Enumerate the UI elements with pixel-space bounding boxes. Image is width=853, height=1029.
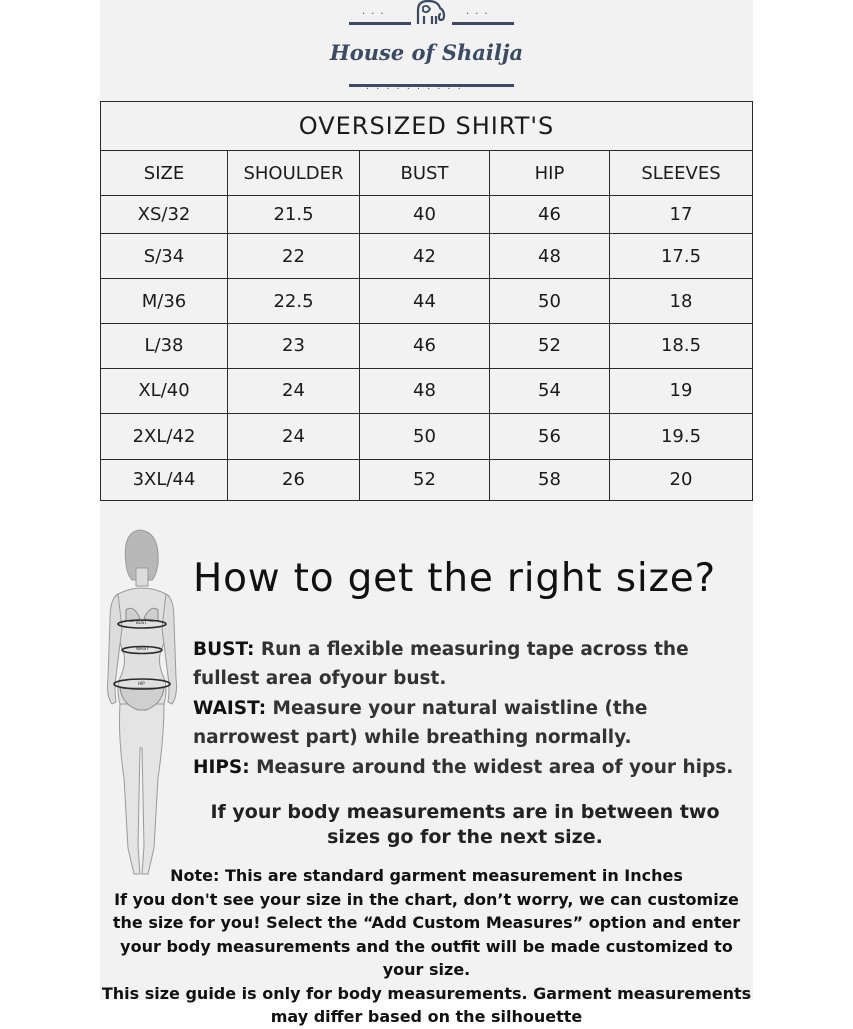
- table-title: OVERSIZED SHIRT'S: [101, 102, 753, 151]
- column-header-shoulder: SHOULDER: [228, 151, 360, 196]
- cell-shoulder: 26: [228, 459, 360, 500]
- guide-heading: How to get the right size?: [193, 556, 717, 601]
- table-row: [101, 279, 753, 324]
- figure-label-bust: BUST: [136, 620, 147, 625]
- cell-size: S/34: [101, 234, 228, 279]
- cell-bust: 44: [360, 279, 490, 324]
- cell-bust: 48: [360, 368, 490, 413]
- cell-hip: 52: [490, 324, 610, 368]
- cell-bust: 40: [360, 196, 490, 234]
- cell-shoulder: 24: [228, 368, 360, 413]
- table-row: [101, 196, 753, 234]
- cell-sleeves: 18.5: [610, 324, 753, 368]
- cell-hip: 46: [490, 196, 610, 234]
- cell-bust: 42: [360, 234, 490, 279]
- column-header-sleeves: SLEEVES: [610, 151, 753, 196]
- cell-size: 3XL/44: [101, 459, 228, 500]
- cell-bust: 50: [360, 413, 490, 459]
- note-custom-size: If you don't see your size in the chart, don’t worry, we can customize the size for you! Select the “Add Custom Measures” option and enter your body measurements and the outfit will be made customized to your size.: [112, 889, 741, 979]
- hips-text: Measure around the widest area of your hips.: [249, 757, 734, 778]
- column-header-bust: BUST: [360, 151, 490, 196]
- brand-name: House of Shailja: [329, 40, 524, 65]
- table-row: [101, 413, 753, 459]
- cell-size: XS/32: [101, 196, 228, 234]
- body-measurement-figure: [102, 528, 182, 888]
- waist-text: Measure your natural waistline (the narrowest part) while breathing normally.: [193, 698, 648, 748]
- cell-size: M/36: [101, 279, 228, 324]
- cell-hip: 48: [490, 234, 610, 279]
- hips-instruction: [193, 753, 743, 782]
- cell-shoulder: 21.5: [228, 196, 360, 234]
- waist-label: WAIST:: [193, 698, 267, 719]
- cell-sleeves: 18: [610, 279, 753, 324]
- hips-label: HIPS:: [193, 757, 250, 778]
- column-header-size: SIZE: [101, 151, 228, 196]
- cell-size: L/38: [101, 324, 228, 368]
- table-row: [101, 368, 753, 413]
- cell-bust: 52: [360, 459, 490, 500]
- figure-label-hip: HIP: [138, 681, 145, 686]
- bust-text: Run a flexible measuring tape across the fullest area ofyour bust.: [193, 639, 689, 689]
- table-row: [101, 234, 753, 279]
- cell-size: XL/40: [101, 368, 228, 413]
- between-sizes-note: If your body measurements are in between two sizes go for the next size.: [210, 801, 720, 848]
- note-body-measurements: This size guide is only for body measurements. Garment measurements may differ based on the silhouette: [101, 983, 752, 1026]
- cell-sleeves: 19: [610, 368, 753, 413]
- footer-notes: [100, 864, 753, 1029]
- cell-shoulder: 23: [228, 324, 360, 368]
- cell-size: 2XL/42: [101, 413, 228, 459]
- cell-hip: 56: [490, 413, 610, 459]
- cell-shoulder: 24: [228, 413, 360, 459]
- cell-hip: 58: [490, 459, 610, 500]
- cell-hip: 50: [490, 279, 610, 324]
- bust-instruction: [193, 635, 743, 693]
- cell-shoulder: 22.5: [228, 279, 360, 324]
- cell-sleeves: 17: [610, 196, 753, 234]
- brand-logo: ··· ··· House of Shailja ··········: [100, 0, 753, 100]
- cell-shoulder: 22: [228, 234, 360, 279]
- size-chart-table: [100, 101, 753, 501]
- figure-label-waist: WAIST: [136, 646, 149, 651]
- cell-sleeves: 19.5: [610, 413, 753, 459]
- cell-sleeves: 20: [610, 459, 753, 500]
- waist-instruction: [193, 694, 743, 752]
- cell-sleeves: 17.5: [610, 234, 753, 279]
- table-row: [101, 324, 753, 368]
- column-header-hip: HIP: [490, 151, 610, 196]
- note-inches: Note: This are standard garment measurement in Inches: [170, 866, 683, 885]
- cell-bust: 46: [360, 324, 490, 368]
- cell-hip: 54: [490, 368, 610, 413]
- bust-label: BUST:: [193, 639, 255, 660]
- table-row: [101, 459, 753, 500]
- elephant-icon: [414, 0, 448, 28]
